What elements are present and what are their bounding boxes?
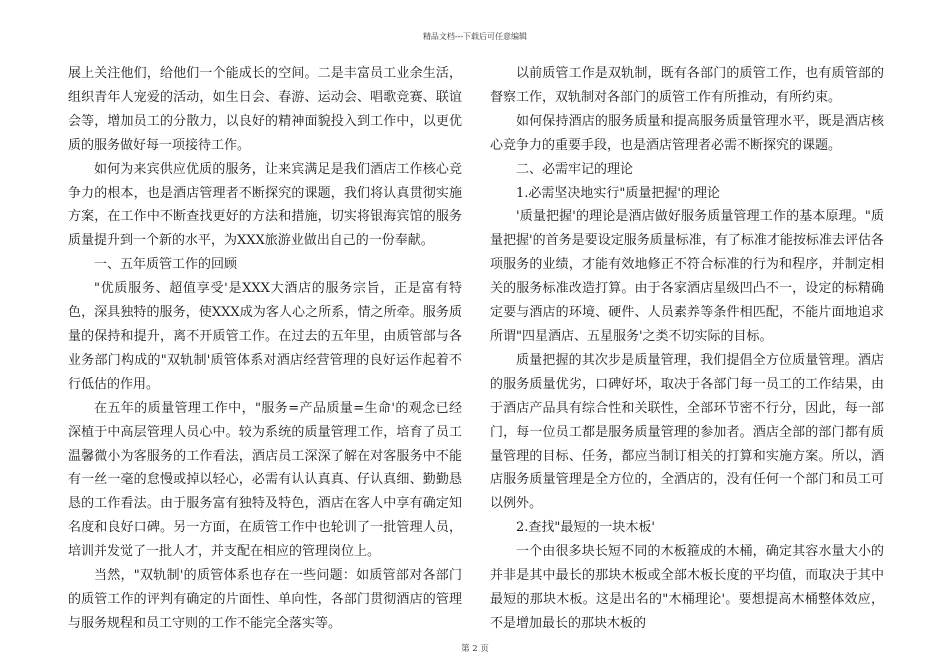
paragraph: 当然，"双轨制'的质管体系也存在一些问题：如质管部对各部门的质管工作的评判有确定的片面性、单向性，各部门贯彻酒店的管理与服务规程和员工守则的工作不能完全落实等。 bbox=[68, 568, 462, 631]
subsection-heading: 2.查找"最短的一块木板' bbox=[516, 520, 655, 536]
paragraph: 如何为来宾供应优质的服务，让来宾满足是我们酒店工作核心竞争力的根本，也是酒店管理者不断探究的课题，我们将认真贯彻实施方案，在工作中不断查找更好的方法和措施，切实将银海宾馆的服务质量提升到一个新的水平，为XXX旅游业做出自己的一份奉献。 bbox=[68, 161, 462, 249]
paragraph: "优质服务、超值享受'是XXX大酒店的服务宗旨，正是富有特色，深具独特的服务，使XXX成为客人心之所系，情之所牵。服务质量的保持和提升，离不开质管工作。在过去的五年里，由质管部与各业务部门构成的"双轨制'质管体系对酒店经营管理的良好运作起着不行低估的作用。 bbox=[68, 281, 462, 392]
paragraph: 如何保持酒店的服务质量和提高服务质量管理水平，既是酒店核心竞争力的重要手段，也是酒店管理者必需不断探究的课题。 bbox=[490, 113, 884, 153]
paragraph: '质量把握'的理论是酒店做好服务质量管理工作的基本原理。"质量把握'的首务是要设定服务质量标准，有了标准才能按标准去评估各项服务的业绩，才能有效地修正不符合标准的行为和程序，并制定相关的服务标准改造打算。由于各家酒店星级凹凸不一，设定的标精确 定要与酒店的环境、硬件、人员素养等条件相匹配，不能片面地追求所谓"四星酒店、五星服务'之类不切实际的目标。 bbox=[490, 209, 911, 344]
section-heading: 一、五年质管工作的回顾 bbox=[94, 257, 238, 273]
paragraph: 在五年的质量管理工作中，"服务=产品质量=生命'的观念已经深植于中高层管理人员心中。较为系统的质量管理工作，培育了员工温馨微小为客服务的工作看法，酒店员工深深了解在对客服务中不能有一丝一毫的怠慢或掉以轻心，必需有认认真真、仔认真细、勤勤恳恳的工作看法。由于服务富有独特及特色，酒店在客人中享有确定知名度和良好口碑。另一方面，在质管工作中也轮训了一批管理人员，培训并发觉了一批人才，并支配在相应的管理岗位上。 bbox=[68, 400, 462, 560]
paragraph: 展上关注他们，给他们一个能成长的空间。二是丰富员工业余生活，组织青年人宠爱的活动，如生日会、春游、运动会、唱歌竞赛、联谊会等，增加员工的分散力，以良好的精神面貌投入到工作中，以更优质的服务做好每一项接待工作。 bbox=[68, 66, 462, 153]
page-number: 第 2 页 bbox=[461, 644, 489, 654]
section-heading: 二、必需牢记的理论 bbox=[516, 161, 634, 177]
paragraph: 一个由很多块长短不同的木板箍成的木桶，确定其容水量大小的并非是其中最长的那块木板或全部木板长度的平均值，而取决于其中最短的那块木板。这是出名的"木桶理论'。要想提高木桶整体效应，不是增加最长的那块木板的 bbox=[490, 544, 884, 631]
subsection-heading: 1.必需坚决地实行"质量把握'的理论 bbox=[516, 185, 720, 201]
paragraph: 质量把握的其次步是质量管理，我们提倡全方位质量管理。酒店的服务质量优劣，口碑好坏，取决于各部门每一员工的工作结果，由于酒店产品具有综合性和关联性，全部环节密不行分，因此，每一部门，每一位员工都是服务质量管理的参加者。酒店全部的部门都有质量管理的目标、任务，都应当制订相关的打算和实施方案。所以，酒店服务质量管理是全方位的，全酒店的，没有任何一个部门和员工可以例外。 bbox=[490, 352, 884, 512]
left-column bbox=[68, 62, 462, 636]
paragraph: 以前质管工作是双轨制，既有各部门的质管工作，也有质管部的督察工作，双轨制对各部门的质管工作有所推动，有所约束。 bbox=[490, 66, 884, 105]
page-header: 精品文档---下载后可任意编辑 bbox=[422, 32, 528, 41]
right-column bbox=[490, 62, 911, 636]
